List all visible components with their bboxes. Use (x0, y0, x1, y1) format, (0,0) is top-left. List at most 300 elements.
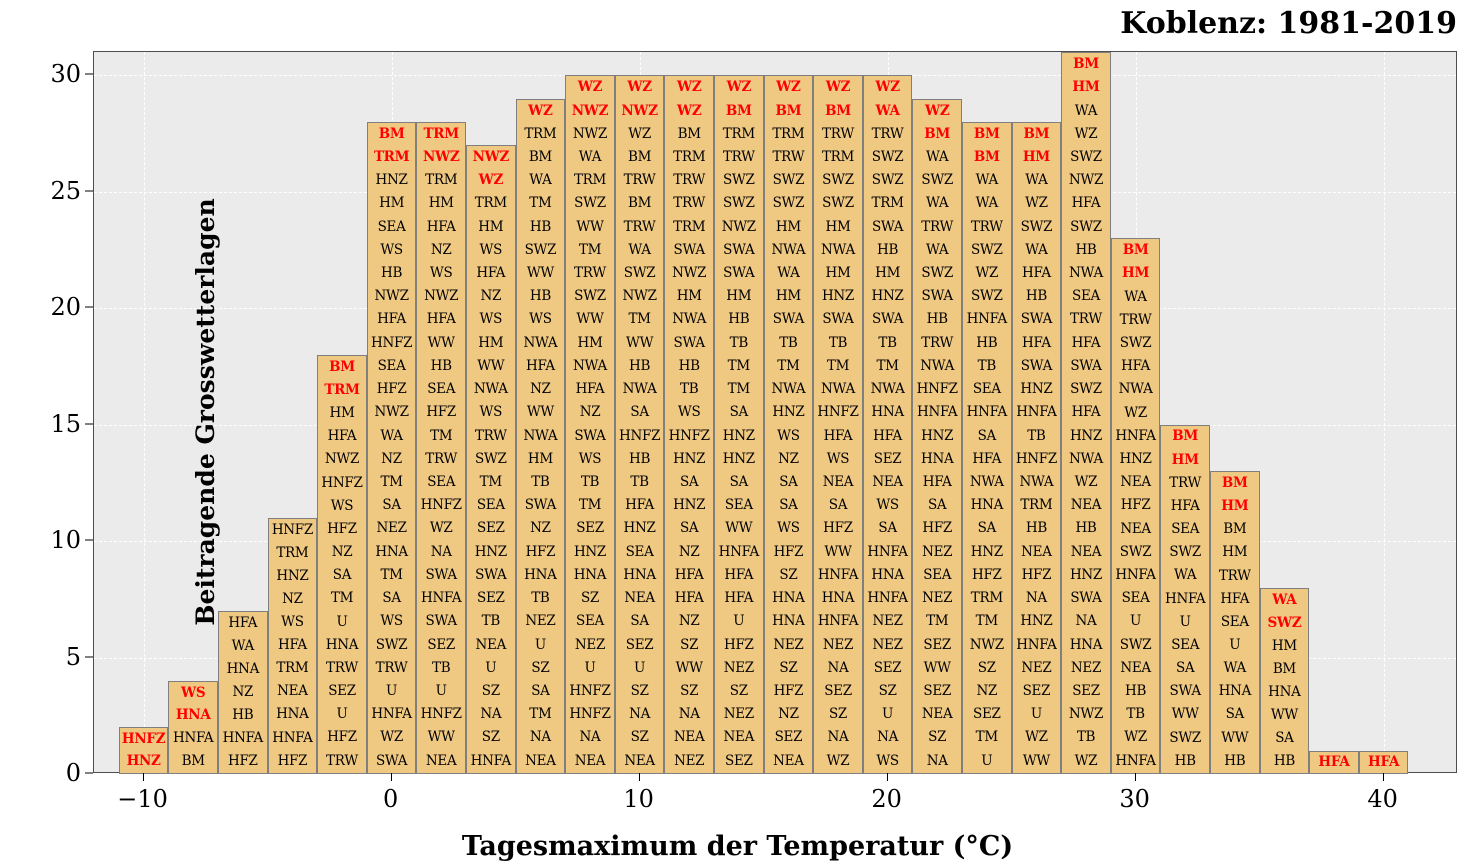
bar-cell: TRW (921, 218, 954, 235)
bar-cell: NZ (678, 543, 700, 560)
bar-cell: TRM (821, 148, 855, 165)
bar-cell: SZ (928, 729, 947, 746)
bar-cell-highlight: WZ (924, 102, 950, 119)
bar-cell-highlight: BM (1122, 242, 1149, 259)
bar-cell: WZ (826, 752, 850, 769)
bar-cell: HNA (524, 566, 557, 583)
bar-cell: TRM (276, 544, 309, 561)
bar-cell: NZ (331, 544, 353, 561)
bar-column[interactable] (119, 727, 169, 774)
bar-cell: SWZ (772, 195, 805, 212)
bar-cell: SWA (425, 566, 457, 583)
bar-cell: NWZ (572, 125, 608, 142)
y-tick-mark (85, 540, 93, 541)
bar-column[interactable] (516, 99, 566, 774)
bar-column[interactable] (168, 681, 218, 774)
bar-cell: WZ (1074, 752, 1098, 769)
bar-column[interactable] (912, 99, 962, 774)
bar-cell: HNZ (375, 172, 408, 189)
bar-cell: TRM (573, 172, 607, 189)
bar-cell: HFA (674, 566, 704, 583)
bar-cell: HNA (821, 590, 855, 607)
bar-cell: SEZ (477, 590, 505, 607)
bar-cell: HB (728, 311, 750, 328)
bar-cell: U (981, 752, 993, 769)
bar-cell-highlight: WZ (776, 79, 801, 96)
bar-cell: NZ (480, 288, 502, 305)
y-tick-mark (85, 74, 93, 75)
bar-cell: SA (531, 682, 550, 699)
bar-cell: HB (678, 357, 700, 374)
bar-cell: WZ (1074, 474, 1098, 491)
bar-cell: NEA (1070, 543, 1102, 560)
bar-cell: HFZ (376, 381, 407, 398)
bar-cell: HNZ (772, 404, 805, 421)
bar-cell: HFA (724, 590, 754, 607)
bar-cell: TM (430, 427, 453, 444)
bar-cell: HFZ (525, 543, 556, 560)
bar-cell: HFZ (723, 636, 754, 653)
bar-cell-highlight: WZ (676, 102, 702, 119)
bar-cell: SA (1175, 660, 1195, 677)
bar-cell: HNFA (222, 729, 263, 746)
bar-cell: HNZ (722, 450, 755, 467)
bar-cell: WA (975, 172, 998, 189)
bar-cell: HM (825, 265, 851, 282)
bar-cell: HFA (625, 497, 654, 514)
bar-cell: NA (827, 659, 849, 676)
bar-cell: TB (630, 474, 649, 490)
bar-cell: TRW (1169, 474, 1202, 491)
bar-cell: HNZ (1020, 381, 1053, 398)
bar-column[interactable] (1309, 751, 1359, 774)
bar-cell: WA (1174, 567, 1197, 584)
bar-cell: HNZ (821, 288, 855, 305)
y-tick-label: 20 (50, 293, 81, 322)
bar-cell: NA (1025, 590, 1047, 607)
bar-cell-highlight: WA (1272, 591, 1297, 608)
bar-cell: SWZ (1070, 148, 1102, 165)
bar-column[interactable] (317, 355, 367, 774)
bar-cell: NEA (624, 590, 655, 607)
bar-cell: HNFA (817, 613, 859, 630)
bar-cell: WS (777, 520, 800, 537)
bar-cell: SWA (723, 241, 755, 258)
bar-cell: SA (679, 474, 699, 490)
bar-cell: SWA (772, 311, 805, 328)
bar-cell: SWZ (772, 172, 805, 189)
bar-cell: NEA (822, 474, 854, 490)
bar-cell: NEZ (872, 613, 903, 630)
bar-cell: TM (529, 706, 552, 723)
bar-cell: WZ (1025, 195, 1048, 212)
bar-cell: TM (975, 613, 998, 630)
bar-cell-highlight: BM (1172, 428, 1199, 445)
bar-cell-highlight: BM (973, 125, 1000, 142)
bar-cell: NEZ (922, 543, 953, 560)
bar-cell: HFA (1071, 334, 1101, 351)
bar-cell: WS (479, 311, 503, 328)
y-tick-mark (85, 190, 93, 191)
bar-cell: NWZ (1068, 172, 1104, 189)
bar-cell: HB (381, 265, 403, 282)
bar-cell: WS (578, 450, 602, 467)
bar-column[interactable] (664, 75, 714, 774)
bar-cell: WW (427, 729, 455, 746)
bar-cell: SEZ (923, 636, 951, 653)
bar-column[interactable] (1210, 471, 1260, 774)
bar-cell: WA (1074, 102, 1098, 119)
bar-cell: SWZ (1119, 543, 1152, 560)
bar-cell: SWA (871, 311, 904, 328)
bar-column[interactable] (962, 122, 1012, 774)
bar-cell: SWZ (1119, 636, 1152, 653)
bar-cell: SEA (1171, 521, 1200, 538)
bar-cell: SWA (723, 265, 755, 282)
bar-cell-highlight: HM (1122, 265, 1150, 282)
bar-cell: HNA (1069, 636, 1103, 653)
bar-cell: TRM (524, 125, 557, 142)
bar-cell-highlight: WZ (577, 79, 603, 96)
bar-cell: WW (477, 357, 505, 374)
bar-cell: SEZ (973, 706, 1001, 723)
bar-column[interactable] (764, 75, 814, 774)
y-tick-label: 15 (50, 409, 81, 438)
bar-cell: NA (827, 729, 849, 746)
bar-cell-highlight: HNZ (126, 753, 161, 770)
bar-cell: NEA (723, 729, 755, 746)
bar-cell: TRM (276, 660, 309, 677)
bar-cell: BM (181, 752, 205, 769)
bar-cell: NWA (672, 311, 707, 328)
bar-cell: BM (528, 148, 552, 165)
bar-cell: NWA (573, 357, 607, 374)
bar-cell: WW (725, 520, 753, 537)
bar-cell: TRW (623, 218, 656, 235)
bar-cell-highlight: WS (181, 684, 206, 701)
bar-cell: HNFZ (420, 497, 462, 514)
bar-cell: NA (877, 729, 899, 746)
bar-cell: SWZ (375, 636, 408, 653)
bar-column[interactable] (1111, 238, 1161, 774)
bar-cell: HFA (426, 218, 456, 235)
bar-cell: HB (877, 241, 899, 258)
bar-cell: NWZ (1068, 706, 1104, 723)
bar-cell: NWZ (324, 451, 360, 468)
bar-cell: SWA (673, 334, 705, 351)
bar-cell: WW (526, 265, 554, 282)
bar-cell: SA (729, 404, 748, 421)
bar-cell: TRW (871, 125, 904, 142)
bar-cell: HM (1222, 544, 1248, 561)
bar-cell: SZ (531, 659, 550, 676)
bar-cell: SWA (375, 752, 408, 769)
bar-cell: HM (875, 265, 901, 282)
bar-cell: NWA (523, 334, 558, 351)
bar-cell: HM (825, 218, 851, 235)
bar-cell: HB (629, 357, 651, 374)
bar-cell: TM (578, 497, 602, 514)
bar-cell: TM (926, 613, 949, 630)
bar-cell: TRM (673, 218, 706, 235)
y-tick-label: 0 (65, 759, 81, 787)
bar-cell: NZ (232, 683, 254, 700)
bar-cell: HFA (327, 428, 357, 445)
bar-cell: WS (380, 613, 403, 630)
bar-column[interactable] (466, 145, 516, 774)
bar-cell: HM (775, 218, 801, 235)
bar-cell: SZ (878, 682, 897, 699)
bar-cell: HNFZ (321, 474, 363, 491)
bar-cell: HFA (1220, 590, 1250, 607)
bar-cell: HB (529, 218, 551, 235)
bar-cell: HNZ (1119, 450, 1152, 467)
bar-column[interactable] (416, 122, 466, 774)
x-tick-label: 30 (1119, 785, 1150, 813)
bar-cell: TB (481, 613, 500, 630)
x-tick-label: 40 (1367, 785, 1398, 813)
bar-cell: HM (428, 195, 454, 212)
bar-cell: SWA (822, 311, 854, 328)
bar-cell-highlight: BM (378, 125, 405, 142)
bar-cell: NEA (1120, 659, 1151, 676)
bar-cell: SWZ (524, 241, 557, 258)
bar-cell-highlight: HFA (1318, 753, 1350, 770)
bar-cell: NWA (622, 381, 657, 398)
bar-cell: WA (777, 265, 800, 282)
bar-cell: HNFA (371, 706, 412, 723)
bar-cell: NEA (1120, 520, 1151, 537)
bar-cell: NWZ (622, 288, 657, 305)
bar-cell: SZ (630, 729, 649, 746)
bar-cell: SWZ (921, 172, 953, 189)
bar-cell: HNA (920, 450, 954, 467)
bar-cell: SA (779, 497, 798, 514)
x-axis-label: Tagesmaximum der Temperatur (°C) (461, 831, 1014, 862)
bar-cell-highlight: TRM (324, 381, 360, 398)
bar-cell-highlight: BM (1221, 474, 1248, 491)
bar-cell: HNFA (966, 404, 1007, 421)
bar-column[interactable] (714, 75, 764, 774)
bar-cell: WS (380, 241, 403, 258)
bar-cell-highlight: HM (1171, 451, 1199, 468)
bar-cell: TRW (822, 125, 854, 142)
bar-cell: TRM (425, 172, 458, 189)
bar-cell: HM (478, 218, 504, 235)
bar-cell: SA (828, 497, 848, 514)
bar-cell-highlight: HM (1072, 79, 1100, 96)
bar-cell: HFZ (426, 404, 456, 421)
bar-cell: TB (432, 659, 451, 676)
bar-cell: TM (578, 241, 602, 258)
bar-cell: HB (926, 311, 948, 328)
bar-cell: SWZ (1169, 729, 1201, 746)
bar-column[interactable] (218, 611, 268, 774)
bar-column[interactable] (615, 75, 665, 774)
gridline-vertical (144, 52, 145, 772)
bar-cell: WW (1221, 729, 1249, 746)
bar-cell: U (534, 636, 546, 653)
bar-cell: HFA (1170, 497, 1200, 514)
bar-cell: TRW (772, 148, 805, 165)
bar-cell: TRW (970, 218, 1003, 235)
bar-column[interactable] (813, 75, 863, 774)
bar-cell: WA (926, 241, 949, 258)
bar-cell: NEA (1120, 474, 1151, 491)
bar-cell: NEA (425, 752, 457, 769)
bar-cell: TM (380, 474, 403, 490)
bar-cell: HFA (228, 614, 258, 631)
bar-cell: NEZ (723, 706, 754, 723)
bar-cell: HFA (724, 566, 754, 583)
bar-column[interactable] (367, 122, 417, 774)
bar-cell: TRW (425, 450, 458, 467)
bar-cell-highlight: WZ (528, 102, 553, 119)
bar-cell: NZ (678, 613, 700, 630)
bar-cell: HNFA (1115, 752, 1156, 769)
bar-cell: WA (975, 195, 998, 212)
bar-column[interactable] (1061, 52, 1111, 774)
bar-cell: TB (680, 381, 699, 398)
bar-cell: NEZ (525, 613, 556, 630)
x-tick-label: 10 (623, 785, 654, 813)
bar-cell: TRW (1119, 311, 1152, 328)
bar-cell: HM (329, 405, 355, 422)
bar-cell: HNFZ (916, 381, 958, 398)
bar-cell: WZ (1074, 125, 1098, 142)
bar-cell: SEA (576, 613, 604, 630)
bar-cell: SZ (779, 566, 798, 583)
bar-cell: TB (779, 334, 798, 351)
bar-cell: HFZ (227, 752, 258, 769)
bar-cell: NA (480, 706, 502, 723)
bar-cell-highlight: BM (924, 125, 951, 142)
bar-cell: HFA (476, 265, 506, 282)
y-tick-mark (85, 423, 93, 424)
bar-cell: HM (577, 334, 603, 351)
bar-cell: WW (675, 659, 703, 676)
bar-cell: SA (1275, 729, 1294, 746)
bar-cell: SEA (427, 381, 456, 398)
bar-cell: SWZ (623, 265, 656, 282)
bar-cell: HB (976, 334, 998, 351)
bar-cell: HFZ (277, 752, 308, 769)
bar-cell: NWZ (969, 636, 1004, 653)
bar-cell: SWZ (822, 172, 854, 189)
y-axis-label: Beitragende Grosswetterlagen (191, 198, 221, 626)
bar-cell-highlight: BM (329, 358, 355, 375)
bar-cell: U (336, 706, 348, 723)
bar-cell: SWZ (871, 172, 904, 189)
bar-cell: TM (727, 381, 750, 398)
x-tick-mark (1383, 773, 1384, 781)
bar-cell: HNFZ (1015, 450, 1057, 467)
bar-cell: HNFZ (817, 404, 859, 421)
bar-cell: NWA (1069, 265, 1103, 282)
bar-cell: HFA (575, 381, 605, 398)
bar-column[interactable] (1260, 588, 1310, 774)
bar-cell: HNZ (1069, 566, 1103, 583)
bar-cell: U (386, 682, 398, 699)
bar-cell: SWZ (871, 148, 904, 165)
bar-cell: NEZ (822, 636, 854, 653)
bar-cell: SWZ (822, 195, 854, 212)
bar-cell: HNZ (673, 450, 706, 467)
bar-cell-highlight: WZ (825, 79, 851, 96)
bar-cell: TM (628, 311, 651, 328)
bar-cell: NEA (1021, 543, 1052, 560)
bar-cell: SEZ (774, 729, 803, 746)
bar-cell: SWZ (1119, 334, 1152, 351)
bar-cell: TM (826, 357, 850, 374)
bar-cell: HNFA (817, 566, 859, 583)
bar-cell: NEA (574, 752, 606, 769)
bar-cell: SWZ (574, 195, 606, 212)
bar-cell-highlight: NWZ (621, 102, 658, 119)
bar-cell: SA (977, 520, 996, 537)
bar-cell: SEA (625, 543, 654, 560)
bar-cell: NEZ (674, 752, 705, 769)
bar-column[interactable] (1160, 425, 1210, 774)
bar-cell: SA (630, 613, 649, 630)
bar-cell: HB (629, 450, 651, 467)
bar-cell-highlight: SWZ (1267, 614, 1302, 631)
bar-cell: HNA (1218, 683, 1252, 700)
bar-cell: SEZ (477, 520, 505, 537)
bar-cell: NWA (523, 427, 558, 444)
bar-cell: NEA (673, 729, 705, 746)
bar-cell: NWA (1118, 381, 1153, 398)
bar-cell: HNFA (966, 311, 1007, 328)
bar-cell: HB (232, 706, 254, 723)
bar-cell: SWA (871, 218, 904, 235)
bar-cell-highlight: HFA (1368, 753, 1400, 770)
bar-column[interactable] (863, 75, 913, 774)
bar-cell: SZ (779, 659, 798, 676)
bar-cell: WA (231, 637, 254, 654)
bar-cell: HNFA (470, 752, 511, 769)
bar-column[interactable] (565, 75, 615, 774)
bar-cell: TB (1126, 706, 1145, 723)
bar-cell: HFA (525, 357, 555, 374)
bar-cell: SWZ (1169, 544, 1201, 561)
x-tick-label: 20 (871, 785, 902, 813)
bar-cell: TM (529, 195, 552, 212)
bar-cell: U (435, 682, 447, 699)
bar-cell: NZ (778, 706, 799, 723)
bar-cell: WW (576, 311, 604, 328)
bar-cell: U (485, 659, 497, 676)
bar-cell: HNFA (1115, 567, 1156, 583)
bar-cell: HFA (1021, 334, 1051, 351)
bar-cell: TB (531, 590, 550, 607)
bar-cell: U (1030, 706, 1042, 723)
bar-cell: HM (527, 450, 553, 467)
x-tick-mark (1135, 773, 1136, 781)
bar-cell: HB (1224, 752, 1246, 769)
bar-cell: TRW (326, 659, 358, 676)
bar-cell: SWA (1070, 357, 1102, 374)
bar-cell: HNZ (573, 543, 607, 560)
bar-column[interactable] (1012, 122, 1062, 774)
bar-column[interactable] (268, 518, 318, 774)
bar-cell: HFZ (327, 729, 357, 746)
bar-cell: NA (629, 706, 651, 723)
bar-cell: NEZ (922, 590, 953, 607)
bar-cell: SA (332, 567, 352, 584)
bar-cell: SWZ (722, 172, 755, 189)
bar-column[interactable] (1359, 751, 1409, 774)
